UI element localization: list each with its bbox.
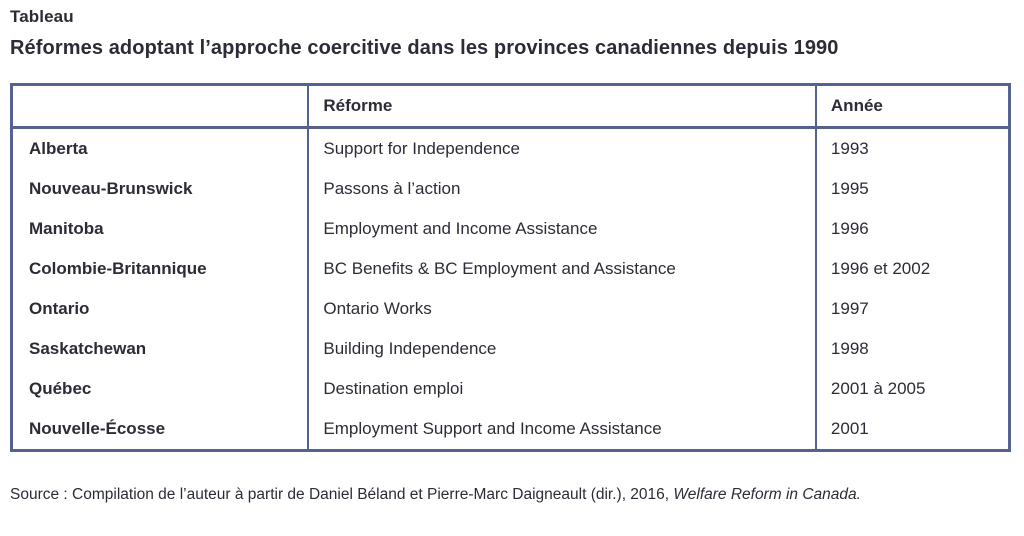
province-cell: Manitoba xyxy=(29,219,104,239)
year-cell: 1997 xyxy=(816,289,1010,329)
year-cell: 1998 xyxy=(816,329,1010,369)
province-cell: Colombie-Britannique xyxy=(29,259,207,279)
source-text: Source : Compilation de l’auteur à partir de Daniel Béland et Pierre-Marc Daigneault (dir.), 2016, xyxy=(10,486,674,504)
year-cell: 1996 et 2002 xyxy=(816,249,1010,289)
table-row xyxy=(12,169,1010,209)
province-cell: Ontario xyxy=(29,299,90,319)
reform-cell: BC Benefits & BC Employment and Assistance xyxy=(308,249,816,289)
province-cell: Nouvelle-Écosse xyxy=(29,419,166,439)
source-note xyxy=(10,484,1000,506)
province-cell: Québec xyxy=(29,379,92,399)
table-body xyxy=(12,128,1010,451)
reform-cell: Passons à l’action xyxy=(308,169,816,209)
header-year: Année xyxy=(816,85,1010,128)
reform-cell: Employment Support and Income Assistance xyxy=(308,409,816,451)
table-row xyxy=(12,329,1010,369)
province-cell: Saskatchewan xyxy=(29,339,147,359)
table-row xyxy=(12,369,1010,409)
header-reform: Réforme xyxy=(308,85,816,128)
table-row xyxy=(12,409,1010,451)
reforms-table xyxy=(10,83,1011,452)
page-title: Réformes adoptant l’approche coercitive dans les provinces canadiennes depuis 1990 xyxy=(10,37,839,60)
year-cell: 1993 xyxy=(816,128,1010,170)
table-row xyxy=(12,249,1010,289)
year-cell: 1996 xyxy=(816,209,1010,249)
reform-cell: Employment and Income Assistance xyxy=(308,209,816,249)
table-kicker: Tableau xyxy=(10,7,74,26)
reform-cell: Ontario Works xyxy=(308,289,816,329)
table-row xyxy=(12,289,1010,329)
province-cell: Nouveau-Brunswick xyxy=(29,179,193,199)
province-cell: Alberta xyxy=(29,139,88,159)
table-row xyxy=(12,209,1010,249)
header-row xyxy=(12,85,1010,128)
year-cell: 2001 xyxy=(816,409,1010,451)
table-header xyxy=(12,85,1010,128)
header-province xyxy=(12,85,309,128)
table-row xyxy=(12,128,1010,170)
reform-cell: Destination emploi xyxy=(308,369,816,409)
source-citation-italic: Welfare Reform in Canada. xyxy=(673,486,861,504)
reform-cell: Support for Independence xyxy=(308,128,816,170)
year-cell: 1995 xyxy=(816,169,1010,209)
reform-cell: Building Independence xyxy=(308,329,816,369)
year-cell: 2001 à 2005 xyxy=(816,369,1010,409)
